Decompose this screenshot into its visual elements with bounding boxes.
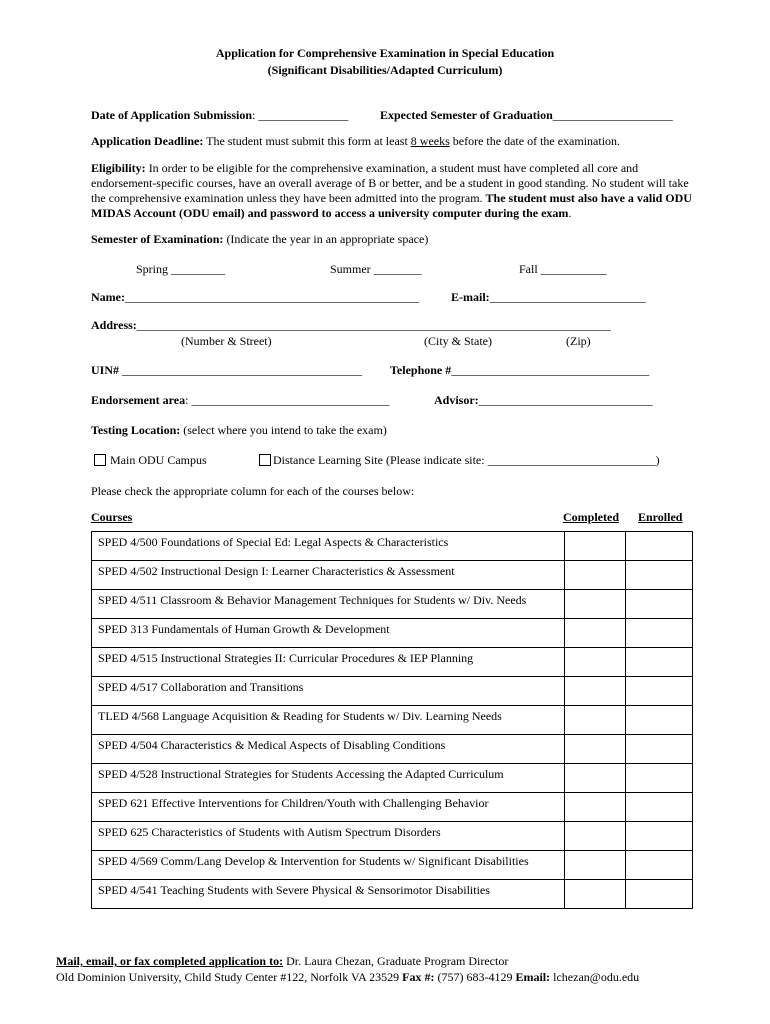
enrolled-cell[interactable] — [626, 793, 693, 822]
semester-note: (Indicate the year in an appropriate space) — [223, 232, 429, 246]
telephone-label: Telephone # — [390, 363, 452, 377]
course-name: SPED 313 Fundamentals of Human Growth & Development — [92, 619, 565, 648]
address-city-hint: (City & State) — [424, 334, 492, 348]
enrolled-cell[interactable] — [626, 706, 693, 735]
graduation-semester-field[interactable] — [380, 108, 673, 123]
eligibility-paragraph — [91, 161, 701, 221]
date-submission-field[interactable] — [91, 108, 348, 123]
footer-director: Dr. Laura Chezan, Graduate Program Director — [283, 954, 509, 968]
page-subtitle: (Significant Disabilities/Adapted Curriculum) — [267, 63, 503, 77]
course-name: SPED 621 Effective Interventions for Children/Youth with Challenging Behavior — [92, 793, 565, 822]
completed-cell[interactable] — [565, 764, 626, 793]
distance-site-option[interactable] — [259, 453, 660, 468]
footer-mail-label: Mail, email, or fax completed application to: — [56, 954, 284, 968]
email-label: E-mail: — [451, 290, 490, 304]
completed-cell[interactable] — [565, 851, 626, 880]
enrolled-column-header: Enrolled — [638, 510, 683, 524]
eligibility-label: Eligibility: — [91, 161, 146, 175]
name-label: Name: — [91, 290, 125, 304]
uin-label: UIN# — [91, 363, 123, 377]
table-row — [92, 532, 693, 561]
semester-heading — [91, 232, 428, 247]
address-zip-hint: (Zip) — [566, 334, 591, 348]
table-row — [92, 561, 693, 590]
uin-blank: ________________________________________ — [122, 363, 363, 377]
deadline-label: Application Deadline: — [91, 134, 204, 148]
advisor-blank: _____________________________ — [478, 393, 653, 407]
table-row — [92, 735, 693, 764]
completed-column-header: Completed — [563, 510, 619, 524]
eligibility-end: . — [568, 206, 572, 220]
course-name: SPED 4/517 Collaboration and Transitions — [92, 677, 565, 706]
completed-cell[interactable] — [565, 619, 626, 648]
address-blank: _______________________________________________________________________________ — [136, 318, 611, 332]
course-name: SPED 4/515 Instructional Strategies II: Curricular Procedures & IEP Planning — [92, 648, 565, 677]
footer-fax: (757) 683-4129 — [434, 970, 516, 984]
semester-label: Semester of Examination: — [91, 232, 224, 246]
table-row — [92, 764, 693, 793]
distance-site-label: Distance Learning Site (Please indicate site: ____________________________) — [273, 453, 660, 467]
courses-table — [91, 531, 693, 909]
main-campus-checkbox[interactable] — [94, 454, 106, 466]
completed-cell[interactable] — [565, 648, 626, 677]
name-field[interactable] — [91, 290, 419, 305]
completed-cell[interactable] — [565, 590, 626, 619]
testing-location-heading — [91, 423, 387, 438]
page-title: Application for Comprehensive Examination in Special Education — [215, 46, 555, 60]
enrolled-cell[interactable] — [626, 822, 693, 851]
enrolled-cell[interactable] — [626, 880, 693, 909]
eligibility-bold-text: The student must also have a valid ODU MIDAS Account (ODU email) and password to access a university computer during the exam — [91, 191, 692, 220]
eligibility-text: In order to be eligible for the comprehensive examination, a student must have completed all core and endorsement-specific courses, have an overall average of B or better, and be a student in good standing. No student will take the comprehensive examination unless they have been admitted into the program. — [91, 161, 689, 205]
footer-mail-line — [56, 954, 508, 969]
main-campus-label: Main ODU Campus — [110, 453, 207, 467]
table-row — [92, 677, 693, 706]
completed-cell[interactable] — [565, 793, 626, 822]
completed-cell[interactable] — [565, 880, 626, 909]
completed-cell[interactable] — [565, 822, 626, 851]
course-name: TLED 4/568 Language Acquisition & Reading for Students w/ Div. Learning Needs — [92, 706, 565, 735]
address-label: Address: — [91, 318, 137, 332]
course-name: SPED 4/528 Instructional Strategies for Students Accessing the Adapted Curriculum — [92, 764, 565, 793]
fall-field[interactable]: Fall ___________ — [519, 262, 607, 276]
graduation-semester-blank: ____________________ — [552, 108, 673, 122]
table-row — [92, 706, 693, 735]
telephone-field[interactable] — [390, 363, 649, 378]
course-name: SPED 4/511 Classroom & Behavior Management Techniques for Students w/ Div. Needs — [92, 590, 565, 619]
enrolled-cell[interactable] — [626, 648, 693, 677]
distance-site-checkbox[interactable] — [259, 454, 271, 466]
enrolled-cell[interactable] — [626, 764, 693, 793]
table-row — [92, 822, 693, 851]
enrolled-cell[interactable] — [626, 561, 693, 590]
course-name: SPED 625 Characteristics of Students with Autism Spectrum Disorders — [92, 822, 565, 851]
courses-instruction: Please check the appropriate column for each of the courses below: — [91, 484, 415, 498]
table-row — [92, 793, 693, 822]
endorsement-label: Endorsement area — [91, 393, 186, 407]
completed-cell[interactable] — [565, 735, 626, 764]
endorsement-field[interactable] — [91, 393, 389, 408]
email-field[interactable] — [451, 290, 646, 305]
enrolled-cell[interactable] — [626, 735, 693, 764]
footer-email: lchezan@odu.edu — [550, 970, 640, 984]
course-name: SPED 4/541 Teaching Students with Severe Physical & Sensorimotor Disabilities — [92, 880, 565, 909]
completed-cell[interactable] — [565, 706, 626, 735]
enrolled-cell[interactable] — [626, 590, 693, 619]
enrolled-cell[interactable] — [626, 619, 693, 648]
course-name: SPED 4/500 Foundations of Special Ed: Legal Aspects & Characteristics — [92, 532, 565, 561]
completed-cell[interactable] — [565, 561, 626, 590]
uin-field[interactable] — [91, 363, 362, 378]
courses-column-header: Courses — [91, 510, 133, 524]
telephone-blank: _________________________________ — [451, 363, 650, 377]
table-row — [92, 648, 693, 677]
course-name: SPED 4/504 Characteristics & Medical Aspects of Disabling Conditions — [92, 735, 565, 764]
table-row — [92, 619, 693, 648]
completed-cell[interactable] — [565, 532, 626, 561]
advisor-field[interactable] — [434, 393, 653, 408]
table-row — [92, 880, 693, 909]
endorsement-blank: : _________________________________ — [185, 393, 390, 407]
testing-location-label: Testing Location: — [91, 423, 181, 437]
summer-field[interactable]: Summer ________ — [330, 262, 422, 276]
advisor-label: Advisor: — [434, 393, 479, 407]
email-blank: __________________________ — [489, 290, 646, 304]
course-name: SPED 4/569 Comm/Lang Develop & Intervention for Students w/ Significant Disabilities — [92, 851, 565, 880]
graduation-semester-label: Expected Semester of Graduation — [380, 108, 553, 122]
footer-address: Old Dominion University, Child Study Center #122, Norfolk VA 23529 — [56, 970, 403, 984]
table-row — [92, 851, 693, 880]
enrolled-cell[interactable] — [626, 851, 693, 880]
deadline-text-after: before the date of the examination. — [449, 134, 621, 148]
course-name: SPED 4/502 Instructional Design I: Learner Characteristics & Assessment — [92, 561, 565, 590]
footer-contact-line — [56, 970, 639, 985]
footer-email-label: Email: — [515, 970, 551, 984]
spring-field[interactable]: Spring _________ — [136, 262, 226, 276]
name-blank: _________________________________________________ — [124, 290, 419, 304]
table-row — [92, 590, 693, 619]
date-submission-label: Date of Application Submission — [91, 108, 253, 122]
enrolled-cell[interactable] — [626, 532, 693, 561]
address-street-hint: (Number & Street) — [181, 334, 272, 348]
deadline-weeks: 8 weeks — [410, 134, 450, 148]
footer-fax-label: Fax #: — [402, 970, 435, 984]
address-field[interactable] — [91, 318, 611, 333]
application-deadline — [91, 134, 620, 149]
completed-cell[interactable] — [565, 677, 626, 706]
date-submission-blank: : _______________ — [252, 108, 349, 122]
main-campus-option[interactable] — [94, 453, 207, 468]
deadline-text-before: The student must submit this form at least — [203, 134, 411, 148]
testing-location-note: (select where you intend to take the exam) — [180, 423, 387, 437]
enrolled-cell[interactable] — [626, 677, 693, 706]
